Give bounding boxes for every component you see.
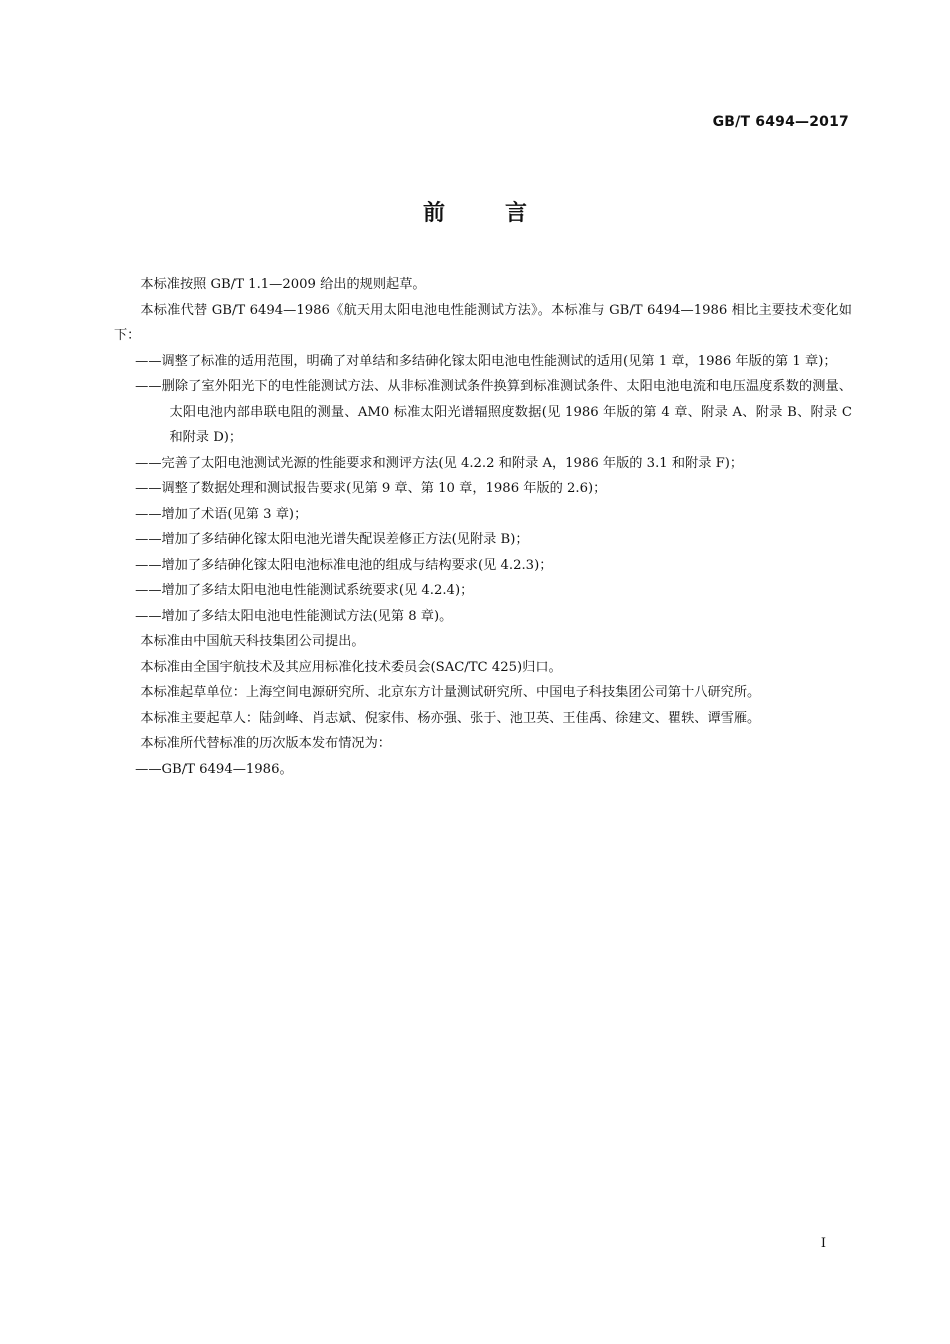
change-item: ——完善了太阳电池测试光源的性能要求和测评方法(见 4.2.2 和附录 A，1986 年版的 3.1 和附录 F)； [135,455,744,471]
paragraph-committee: 本标准由全国宇航技术及其应用标准化技术委员会(SAC/TC 425)归口。 [140,659,562,675]
change-item: ——删除了室外阳光下的电性能测试方法、从非标准测试条件换算到标准测试条件、太阳电池电流和电压温度系数的测量、太阳电池内部串联电阻的测量、AM0 标准太阳光谱辐照度数据(见 1986 年版的第 4 章、附录 A、附录 B、附录 C 和附录 D)； [135,379,852,445]
paragraph-drafting-units: 本标准起草单位：上海空间电源研究所、北京东方计量测试研究所、中国电子科技集团公司第十八研究所。 [140,685,761,700]
paragraph-replacement: 本标准代替 GB/T 6494—1986《航天用太阳电池电性能测试方法》。本标准与 GB/T 6494—1986 相比主要技术变化如下： [114,302,852,343]
paragraph-drafting-rules: 本标准按照 GB/T 1.1—2009 给出的规则起草。 [140,277,426,292]
previous-version-item: ——GB/T 6494—1986。 [135,761,293,777]
paragraph-version-history: 本标准所代替标准的历次版本发布情况为： [140,736,391,751]
document-body [114,272,852,782]
page-number: I [820,1236,826,1251]
paragraph-drafters: 本标准主要起草人：陆剑峰、肖志斌、倪家伟、杨亦强、张于、池卫英、王佳禹、徐建文、瞿轶、谭雪雁。 [140,710,761,726]
change-item: ——调整了数据处理和测试报告要求(见第 9 章、第 10 章，1986 年版的 2.6)； [135,481,607,496]
change-item: ——增加了多结太阳电池电性能测试系统要求(见 4.2.4)； [135,583,474,598]
change-item: ——增加了多结太阳电池电性能测试方法(见第 8 章)。 [135,608,453,624]
page-title: 前言 [422,201,587,226]
change-item: ——增加了多结砷化镓太阳电池光谱失配误差修正方法(见附录 B)； [135,532,529,547]
change-item: ——调整了标准的适用范围，明确了对单结和多结砷化镓太阳电池电性能测试的适用(见第 1 章，1986 年版的第 1 章)； [135,353,837,369]
change-item: ——增加了术语(见第 3 章)； [135,506,308,522]
standard-number: GB/T 6494—2017 [712,114,849,130]
change-item: ——增加了多结砷化镓太阳电池标准电池的组成与结构要求(见 4.2.3)； [135,557,553,573]
paragraph-proposer: 本标准由中国航天科技集团公司提出。 [140,634,365,649]
